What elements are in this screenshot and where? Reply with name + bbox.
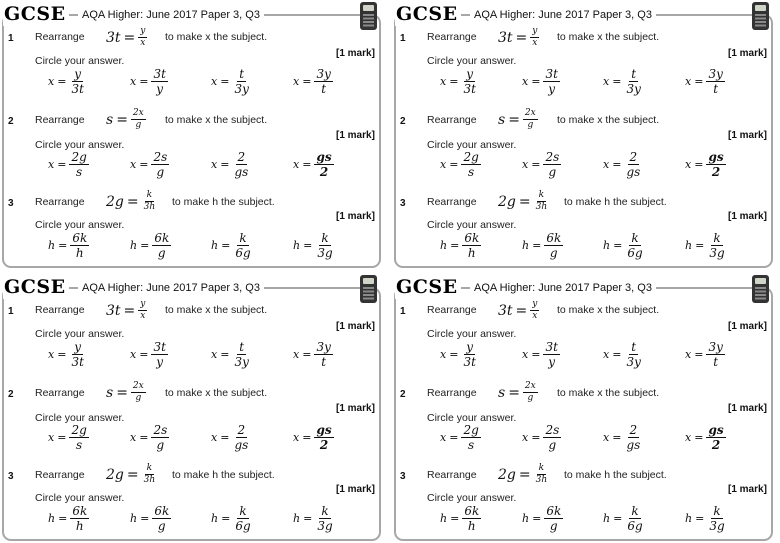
question-equation: 2g = $\frac{k}{3h}$ — [498, 463, 548, 485]
answer-option-b[interactable]: x = $\frac{3t}{y}$ — [522, 340, 558, 369]
question-instruction: to make h the subject. — [172, 196, 275, 208]
answer-option-a[interactable]: h = $\frac{6k}{h}$ — [440, 504, 480, 533]
question-instruction: to make x the subject. — [165, 387, 268, 399]
question-instruction: to make x the subject. — [557, 304, 660, 316]
paper-reference: AQA Higher: June 2017 Paper 3, Q3 — [78, 281, 264, 295]
answer-option-a[interactable]: x = $\frac{2g}{s}$ — [440, 150, 479, 179]
question-number: 2 — [400, 116, 406, 127]
circle-instruction: Circle your answer. — [427, 328, 517, 340]
question-equation: 2g = $\frac{k}{3h}$ — [498, 190, 548, 212]
calculator-icon — [360, 2, 377, 30]
calculator-icon — [752, 275, 769, 303]
answer-option-c[interactable]: x = $\frac{t}{3y}$ — [211, 67, 249, 96]
worksheet-card — [0, 273, 385, 543]
question-equation: 3t = $\frac{y}{x}$ — [498, 26, 538, 48]
mark-value: [1 mark] — [336, 403, 375, 414]
answer-option-b[interactable]: x = $\frac{3t}{y}$ — [130, 67, 166, 96]
mark-value: [1 mark] — [336, 130, 375, 141]
answer-option-a[interactable]: x = $\frac{y}{3t}$ — [48, 340, 84, 369]
question-instruction: to make x the subject. — [165, 114, 268, 126]
question-number: 3 — [8, 471, 14, 482]
mark-value: [1 mark] — [728, 130, 767, 141]
question-number: 2 — [8, 116, 14, 127]
mark-value: [1 mark] — [728, 48, 767, 59]
calculator-icon — [752, 2, 769, 30]
circle-instruction: Circle your answer. — [35, 55, 125, 67]
mark-value: [1 mark] — [728, 484, 767, 495]
question-number: 2 — [8, 389, 14, 400]
paper-reference: AQA Higher: June 2017 Paper 3, Q3 — [78, 8, 264, 22]
answer-option-c[interactable]: h = $\frac{k}{6g}$ — [211, 231, 251, 260]
answer-option-c[interactable]: x = $\frac{2}{gs}$ — [603, 150, 641, 179]
answer-option-c[interactable]: x = $\frac{t}{3y}$ — [211, 340, 249, 369]
question-instruction: to make x the subject. — [165, 31, 268, 43]
rearrange-label: Rearrange — [35, 31, 85, 43]
question-instruction: to make x the subject. — [165, 304, 268, 316]
question-equation: 3t = $\frac{y}{x}$ — [498, 299, 538, 321]
question-equation: 2g = $\frac{k}{3h}$ — [106, 463, 156, 485]
rearrange-label: Rearrange — [35, 304, 85, 316]
question-instruction: to make h the subject. — [172, 469, 275, 481]
answer-option-a[interactable]: x = $\frac{2g}{s}$ — [440, 423, 479, 452]
answer-option-c[interactable]: x = $\frac{t}{3y}$ — [603, 67, 641, 96]
gcse-logo: GCSE — [3, 275, 69, 299]
question-equation: s = $\frac{2x}{g}$ — [498, 381, 536, 403]
answer-option-b[interactable]: x = $\frac{2s}{g}$ — [522, 423, 560, 452]
circle-instruction: Circle your answer. — [35, 219, 125, 231]
answer-option-b[interactable]: x = $\frac{3t}{y}$ — [130, 340, 166, 369]
answer-option-c[interactable]: x = $\frac{2}{gs}$ — [211, 423, 249, 452]
answer-option-b[interactable]: x = $\frac{3t}{y}$ — [522, 67, 558, 96]
answer-option-d[interactable]: h = $\frac{k}{3g}$ — [685, 504, 725, 533]
rearrange-label: Rearrange — [427, 196, 477, 208]
answer-option-b[interactable]: h = $\frac{6k}{g}$ — [130, 504, 170, 533]
answer-option-b[interactable]: x = $\frac{2s}{g}$ — [130, 423, 168, 452]
answer-option-d[interactable]: x = $\frac{gs}{2}$ — [293, 423, 332, 452]
answer-option-c[interactable]: x = $\frac{2}{gs}$ — [603, 423, 641, 452]
answer-option-c[interactable]: h = $\frac{k}{6g}$ — [603, 231, 643, 260]
paper-reference: AQA Higher: June 2017 Paper 3, Q3 — [470, 281, 656, 295]
circle-instruction: Circle your answer. — [427, 139, 517, 151]
answer-option-a[interactable]: x = $\frac{2g}{s}$ — [48, 150, 87, 179]
circle-instruction: Circle your answer. — [35, 139, 125, 151]
answer-option-b[interactable]: h = $\frac{6k}{g}$ — [130, 231, 170, 260]
question-equation: s = $\frac{2x}{g}$ — [498, 108, 536, 130]
circle-instruction: Circle your answer. — [427, 219, 517, 231]
rearrange-label: Rearrange — [35, 196, 85, 208]
question-number: 1 — [400, 33, 406, 44]
circle-instruction: Circle your answer. — [35, 412, 125, 424]
answer-option-d[interactable]: x = $\frac{3y}{t}$ — [293, 340, 331, 369]
rearrange-label: Rearrange — [35, 469, 85, 481]
mark-value: [1 mark] — [336, 484, 375, 495]
question-instruction: to make x the subject. — [557, 31, 660, 43]
answer-option-d[interactable]: x = $\frac{gs}{2}$ — [293, 150, 332, 179]
circle-instruction: Circle your answer. — [427, 492, 517, 504]
answer-option-c[interactable]: x = $\frac{2}{gs}$ — [211, 150, 249, 179]
circle-instruction: Circle your answer. — [35, 328, 125, 340]
circle-instruction: Circle your answer. — [35, 492, 125, 504]
answer-option-d[interactable]: h = $\frac{k}{3g}$ — [685, 231, 725, 260]
rearrange-label: Rearrange — [427, 387, 477, 399]
question-number: 1 — [400, 306, 406, 317]
rearrange-label: Rearrange — [35, 387, 85, 399]
mark-value: [1 mark] — [336, 321, 375, 332]
answer-option-d[interactable]: x = $\frac{3y}{t}$ — [685, 67, 723, 96]
worksheet-card — [392, 0, 777, 270]
mark-value: [1 mark] — [336, 48, 375, 59]
question-instruction: to make x the subject. — [557, 387, 660, 399]
mark-value: [1 mark] — [728, 321, 767, 332]
question-equation: 2g = $\frac{k}{3h}$ — [106, 190, 156, 212]
circle-instruction: Circle your answer. — [427, 55, 517, 67]
answer-option-a[interactable]: x = $\frac{y}{3t}$ — [48, 67, 84, 96]
answer-option-a[interactable]: x = $\frac{y}{3t}$ — [440, 67, 476, 96]
worksheet-card — [392, 273, 777, 543]
answer-option-a[interactable]: x = $\frac{y}{3t}$ — [440, 340, 476, 369]
question-number: 2 — [400, 389, 406, 400]
question-equation: s = $\frac{2x}{g}$ — [106, 108, 144, 130]
answer-option-d[interactable]: x = $\frac{3y}{t}$ — [685, 340, 723, 369]
paper-reference: AQA Higher: June 2017 Paper 3, Q3 — [470, 8, 656, 22]
question-equation: 3t = $\frac{y}{x}$ — [106, 26, 146, 48]
answer-option-a[interactable]: h = $\frac{6k}{h}$ — [440, 231, 480, 260]
answer-option-b[interactable]: x = $\frac{2s}{g}$ — [522, 150, 560, 179]
answer-option-a[interactable]: h = $\frac{6k}{h}$ — [48, 504, 88, 533]
calculator-icon — [360, 275, 377, 303]
answer-option-b[interactable]: h = $\frac{6k}{g}$ — [522, 231, 562, 260]
question-number: 3 — [8, 198, 14, 209]
rearrange-label: Rearrange — [35, 114, 85, 126]
answer-option-d[interactable]: x = $\frac{3y}{t}$ — [293, 67, 331, 96]
rearrange-label: Rearrange — [427, 114, 477, 126]
worksheet-card — [0, 0, 385, 270]
answer-option-d[interactable]: h = $\frac{k}{3g}$ — [293, 231, 333, 260]
question-equation: 3t = $\frac{y}{x}$ — [106, 299, 146, 321]
question-number: 1 — [8, 306, 14, 317]
mark-value: [1 mark] — [728, 211, 767, 222]
circle-instruction: Circle your answer. — [427, 412, 517, 424]
answer-option-b[interactable]: x = $\frac{2s}{g}$ — [130, 150, 168, 179]
answer-option-d[interactable]: x = $\frac{gs}{2}$ — [685, 150, 724, 179]
mark-value: [1 mark] — [728, 403, 767, 414]
answer-option-b[interactable]: h = $\frac{6k}{g}$ — [522, 504, 562, 533]
question-number: 3 — [400, 471, 406, 482]
gcse-logo: GCSE — [3, 2, 69, 26]
answer-option-d[interactable]: x = $\frac{gs}{2}$ — [685, 423, 724, 452]
rearrange-label: Rearrange — [427, 469, 477, 481]
question-instruction: to make h the subject. — [564, 196, 667, 208]
question-instruction: to make x the subject. — [557, 114, 660, 126]
answer-option-d[interactable]: h = $\frac{k}{3g}$ — [293, 504, 333, 533]
answer-option-c[interactable]: h = $\frac{k}{6g}$ — [211, 504, 251, 533]
question-number: 3 — [400, 198, 406, 209]
rearrange-label: Rearrange — [427, 304, 477, 316]
answer-option-c[interactable]: x = $\frac{t}{3y}$ — [603, 340, 641, 369]
rearrange-label: Rearrange — [427, 31, 477, 43]
gcse-logo: GCSE — [395, 2, 461, 26]
question-instruction: to make h the subject. — [564, 469, 667, 481]
gcse-logo: GCSE — [395, 275, 461, 299]
answer-option-c[interactable]: h = $\frac{k}{6g}$ — [603, 504, 643, 533]
answer-option-a[interactable]: h = $\frac{6k}{h}$ — [48, 231, 88, 260]
question-number: 1 — [8, 33, 14, 44]
answer-option-a[interactable]: x = $\frac{2g}{s}$ — [48, 423, 87, 452]
mark-value: [1 mark] — [336, 211, 375, 222]
question-equation: s = $\frac{2x}{g}$ — [106, 381, 144, 403]
